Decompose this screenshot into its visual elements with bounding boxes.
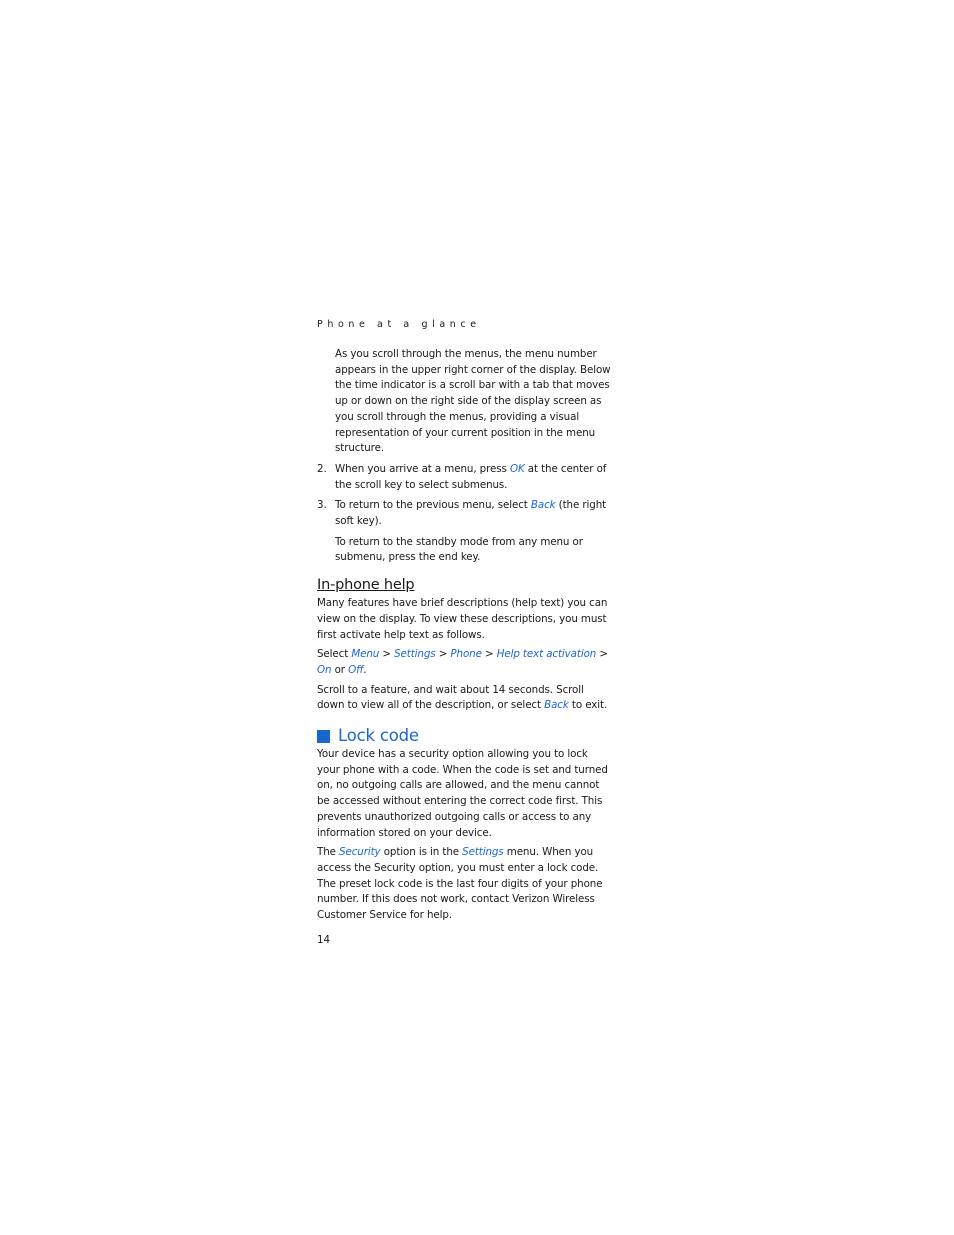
menu-path-off: Off <box>348 663 364 676</box>
ok-key-reference: OK <box>509 462 525 475</box>
security-reference: Security <box>339 846 381 859</box>
help-menu-path: Select Menu > Settings > Phone > Help text activation > On or Off. <box>317 648 608 676</box>
step-number: 2. <box>317 462 327 475</box>
intro-paragraph: As you scroll through the menus, the menu number appears in the upper right corner of the display. Below the time indicator is a scroll bar with a tab that moves up or down on the right side of the display screen as you scroll through the menus, providing a visual representation of your current position in the menu structure. <box>335 348 611 455</box>
help-scroll-paragraph: Scroll to a feature, and wait about 14 seconds. Scroll down to view all of the description, or select Back to exit. <box>317 683 608 712</box>
menu-path-on: On <box>317 663 332 676</box>
back-key-reference: Back <box>530 499 556 512</box>
section-square-icon <box>317 730 330 743</box>
security-paragraph: The Security option is in the Settings menu. When you access the Security option, you must enter a lock code. The preset lock code is the last four digits of your phone number. If this does not work, contact Verizon Wireless Customer Service for help. <box>317 846 603 922</box>
step-2: 2. When you arrive at a menu, press OK at the center of the scroll key to select submenus. <box>317 462 607 491</box>
manual-page <box>317 318 612 947</box>
menu-path-settings: Settings <box>394 648 436 661</box>
page-number: 14 <box>317 933 331 946</box>
help-paragraph: Many features have brief descriptions (help text) you can view on the display. To view these descriptions, you must first activate help text as follows. <box>317 597 608 641</box>
menu-path-menu: Menu <box>351 648 380 661</box>
menu-path-phone: Phone <box>450 648 482 661</box>
in-phone-help-heading: In-phone help <box>317 577 415 594</box>
lock-code-heading: Lock code <box>317 726 612 746</box>
settings-reference: Settings <box>462 846 504 859</box>
step-3: 3. To return to the previous menu, select Back (the right soft key). <box>317 499 607 528</box>
step-number: 3. <box>317 499 327 512</box>
running-header: Phone at a glance <box>317 319 481 330</box>
menu-path-help-text: Help text activation <box>496 648 597 661</box>
back-key-reference: Back <box>544 699 569 712</box>
standby-note: To return to the standby mode from any menu or submenu, press the end key. <box>335 535 583 564</box>
lock-code-paragraph: Your device has a security option allowing you to lock your phone with a code. When the code is set and turned on, no outgoing calls are allowed, and the menu cannot be accessed without entering the correct code first. This prevents unauthorized outgoing calls or access to any information stored on your device. <box>317 748 608 839</box>
